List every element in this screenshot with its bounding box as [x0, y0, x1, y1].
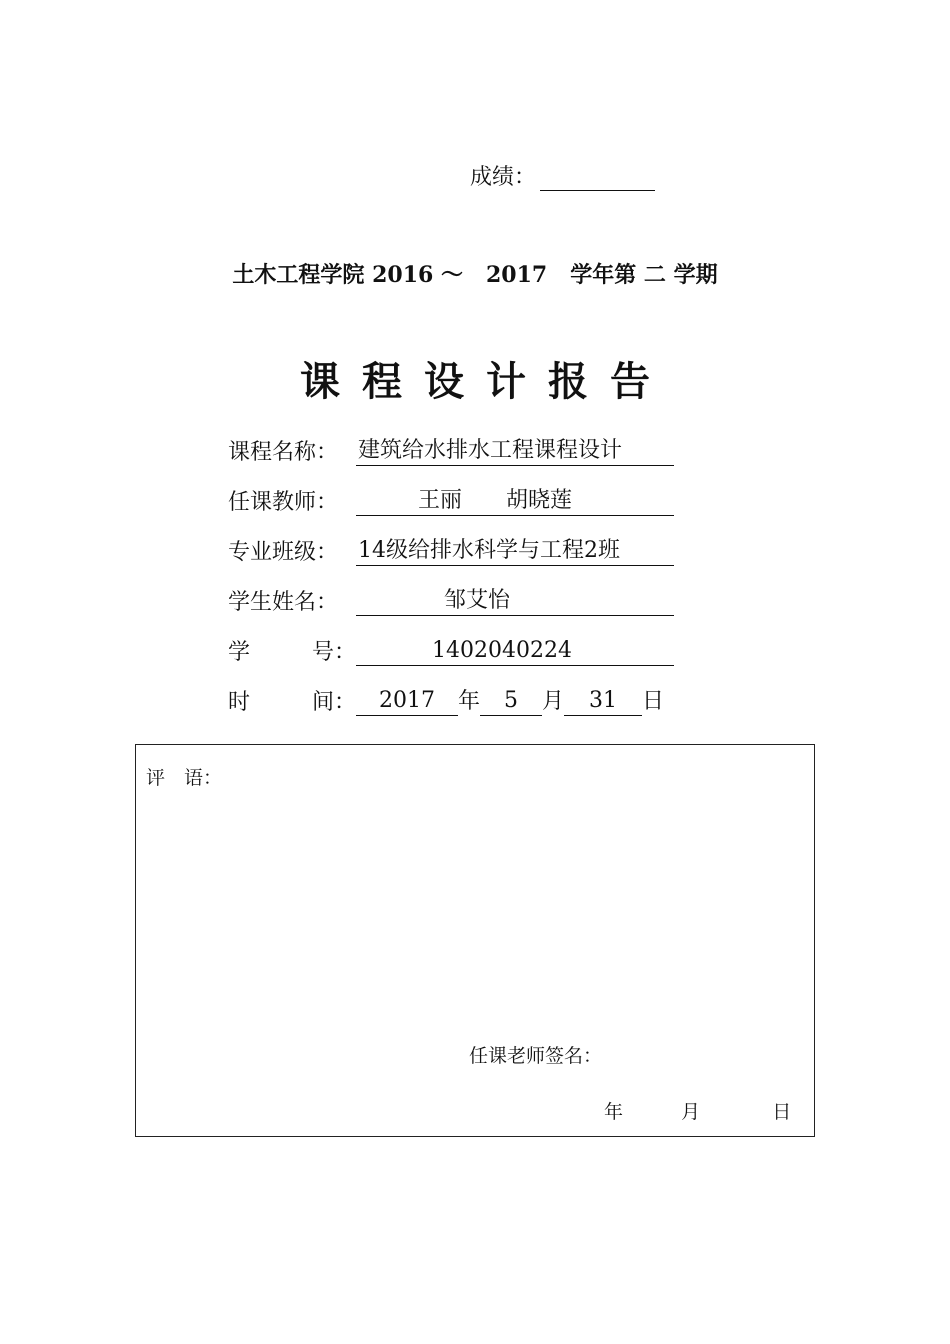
student-id-label-a: 学	[228, 640, 251, 665]
major-class-row	[228, 530, 674, 566]
time-label-b: 间：	[311, 690, 356, 715]
time-label	[228, 685, 356, 716]
semester-header	[0, 258, 950, 289]
student-id-label-b: 号：	[311, 640, 356, 665]
school-name: 土木工程学院	[232, 263, 365, 288]
year-end: 2017	[485, 262, 548, 288]
course-name-field[interactable]	[356, 437, 674, 466]
grade-line	[470, 160, 655, 191]
course-name-row	[228, 430, 674, 466]
tilde: ～	[440, 263, 463, 288]
course-name-label: 课程名称：	[228, 440, 339, 465]
student-id-field[interactable]	[356, 637, 674, 666]
student-id-row	[228, 630, 674, 666]
comment-label: 评 语：	[146, 767, 223, 789]
grade-label: 成绩：	[470, 165, 537, 190]
signature-date	[604, 1097, 791, 1124]
signature-year-unit: 年	[604, 1101, 624, 1123]
student-id-label	[228, 635, 356, 666]
student-name-label: 学生姓名：	[228, 590, 339, 615]
course-name-value: 建筑给水排水工程课程设计	[358, 438, 623, 463]
time-year-unit: 年	[458, 689, 481, 714]
teacher-label: 任课教师：	[228, 490, 339, 515]
report-title: 课程设计报告	[300, 359, 672, 405]
term-number: 二	[643, 263, 666, 288]
student-name-row	[228, 580, 674, 616]
time-day-field[interactable]: 31	[564, 687, 642, 716]
major-class-field[interactable]	[356, 537, 674, 566]
teacher-row	[228, 480, 674, 516]
teacher-field[interactable]	[356, 487, 674, 516]
time-month-field[interactable]: 5	[480, 687, 542, 716]
student-name-field[interactable]	[356, 587, 674, 616]
academic-year-label: 学年第	[570, 263, 637, 288]
major-class-value: 14级给排水科学与工程2班	[358, 538, 620, 563]
grade-blank-field[interactable]	[540, 168, 655, 191]
time-label-a: 时	[228, 690, 251, 715]
time-day-unit: 日	[642, 689, 665, 714]
time-year-field[interactable]: 2017	[356, 687, 458, 716]
teacher-signature-label: 任课老师签名：	[469, 1045, 603, 1067]
student-name-value: 邹艾怡	[444, 588, 511, 613]
comment-box[interactable]	[135, 744, 815, 1137]
teacher-value: 王丽 胡晓莲	[418, 488, 573, 513]
term-label: 学期	[673, 263, 718, 288]
signature-day-unit: 日	[772, 1101, 792, 1123]
year-start: 2016	[372, 262, 434, 288]
student-id-value: 1402040224	[432, 638, 572, 663]
major-class-label: 专业班级：	[228, 540, 339, 565]
signature-month-unit: 月	[681, 1101, 701, 1123]
time-row	[228, 680, 664, 716]
time-month-unit: 月	[542, 689, 565, 714]
